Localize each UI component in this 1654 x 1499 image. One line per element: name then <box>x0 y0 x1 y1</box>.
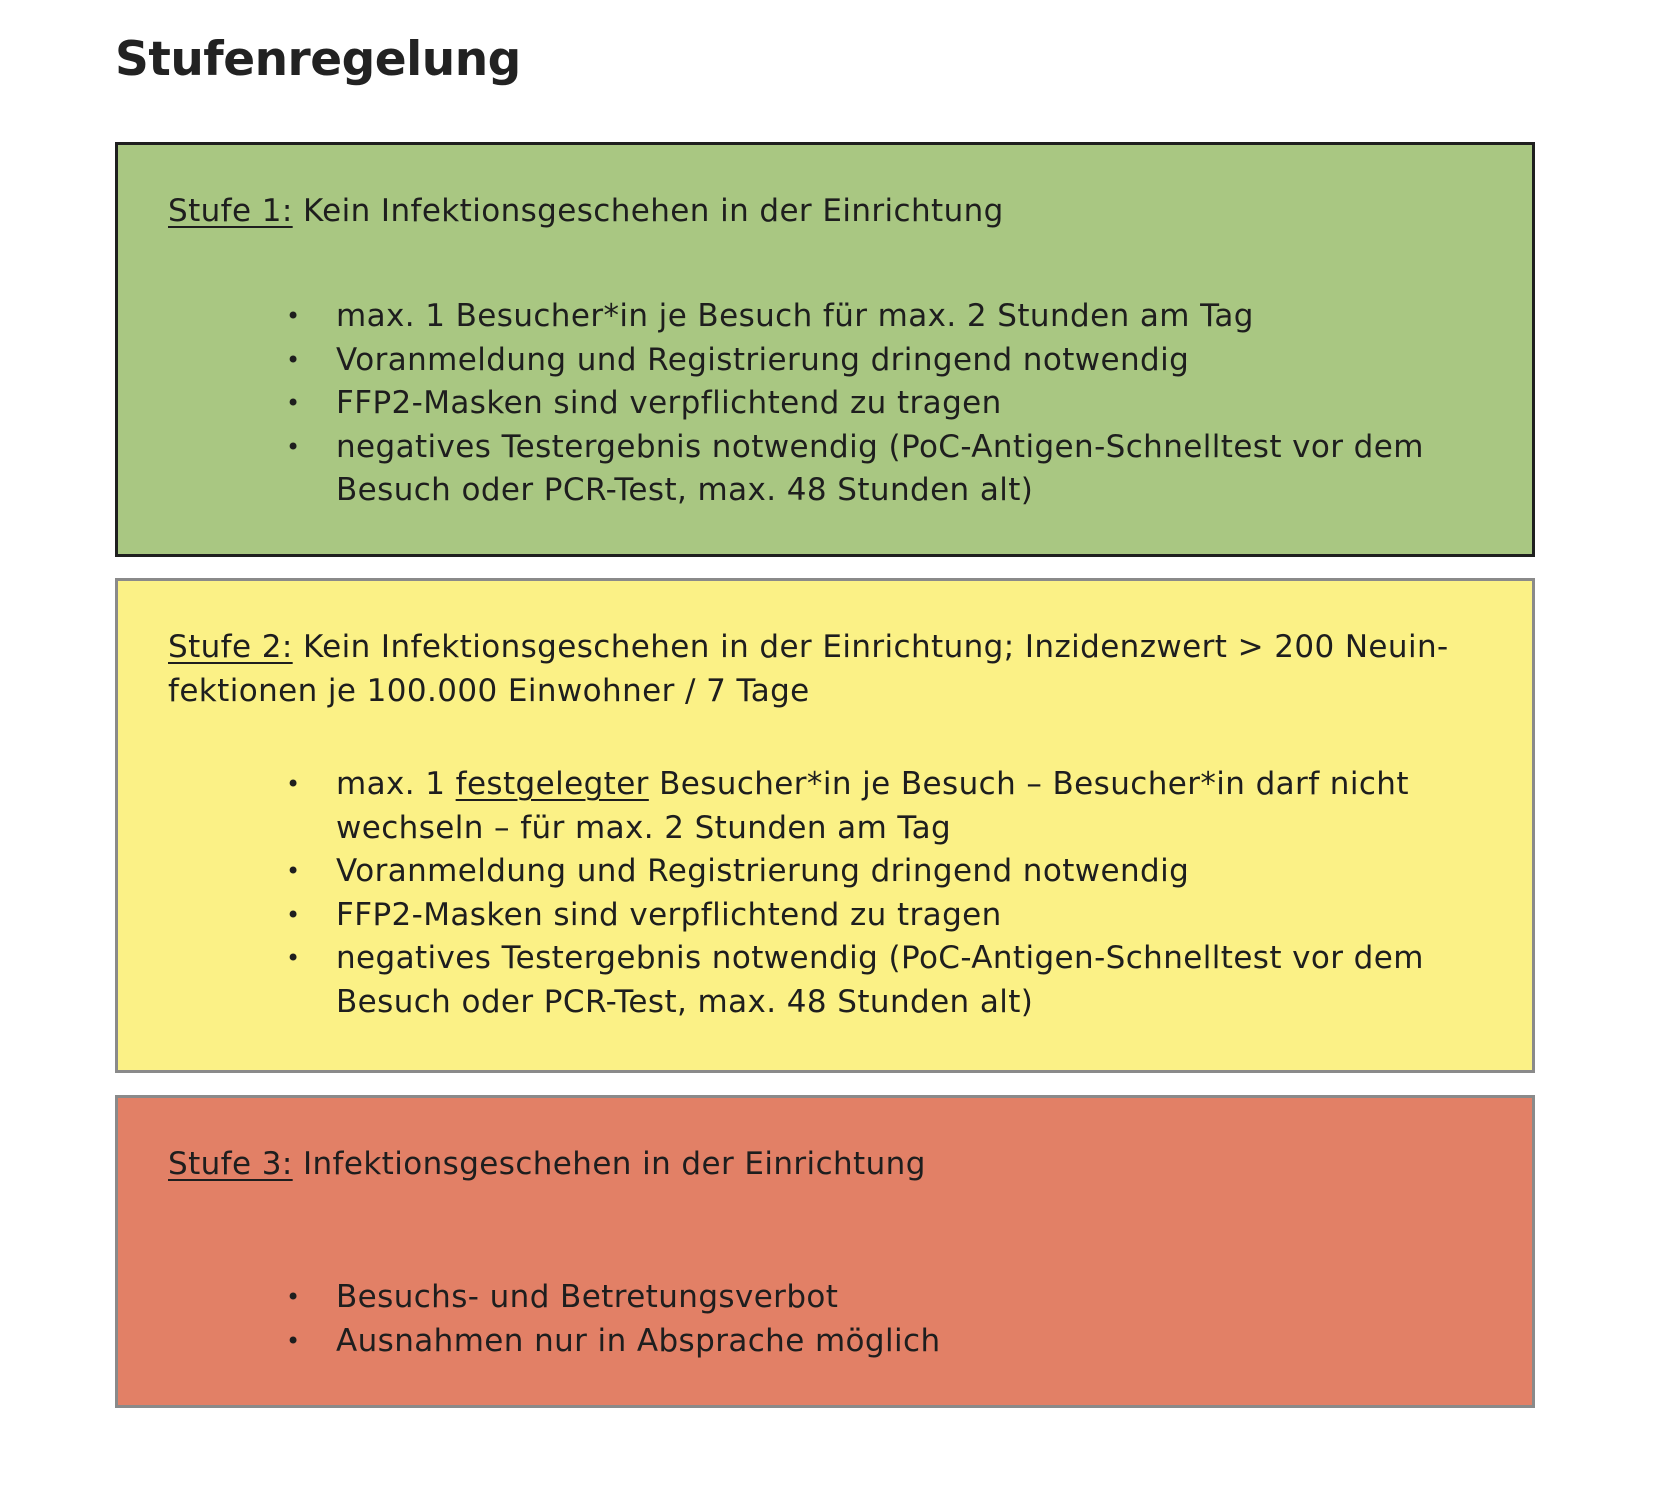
list-item-text: negatives Testergebnis notwendig (PoC-Antigen-Schnelltest vor dem Besuch oder PCR-Test, max. 48 Stunden alt) <box>336 940 1424 1020</box>
stage-2-box <box>115 578 1535 1073</box>
list-item <box>286 339 1482 383</box>
bullet-icon: • <box>286 770 301 798</box>
stage-3-rules-list <box>168 1276 1482 1363</box>
stage-3-box <box>115 1095 1535 1408</box>
list-item-text: Ausnahmen nur in Absprache möglich <box>336 1322 941 1359</box>
list-item-text: negatives Testergebnis notwendig (PoC-Antigen-Schnelltest vor dem Besuch oder PCR-Test, max. 48 Stunden alt) <box>336 428 1424 508</box>
list-item-text: max. 1 Besucher*in je Besuch für max. 2 Stunden am Tag <box>336 298 1254 334</box>
stage-1-heading <box>168 189 1482 233</box>
list-item <box>286 937 1482 1024</box>
stage-2-rules-list <box>168 763 1482 1024</box>
stage-3-label: Stufe 3: <box>168 1146 293 1182</box>
stage-1-box <box>115 142 1535 557</box>
list-item <box>286 426 1482 513</box>
list-item <box>286 1320 1482 1364</box>
list-item <box>286 295 1482 339</box>
stage-3-heading <box>168 1142 1482 1186</box>
list-item <box>286 1276 1482 1320</box>
bullet-icon: • <box>286 345 301 374</box>
bullet-icon: • <box>286 900 301 929</box>
bullet-icon: • <box>286 857 301 885</box>
stage-1-rules-list <box>168 295 1482 513</box>
list-item-text: Voranmeldung und Registrierung dringend notwendig <box>336 853 1190 889</box>
list-item <box>286 894 1482 938</box>
page-title: Stufenregelung <box>115 32 521 87</box>
stage-3-description: Infektionsgeschehen in der Einrichtung <box>302 1146 926 1182</box>
stage-1-description: Kein Infektionsgeschehen in der Einrichtung <box>302 193 1004 229</box>
bullet-icon: • <box>286 1326 301 1355</box>
list-item <box>286 763 1482 850</box>
list-item-text: FFP2-Masken sind verpflichtend zu tragen <box>336 896 1002 933</box>
stage-2-heading <box>168 625 1482 713</box>
bullet-icon: • <box>286 302 301 330</box>
stage-2-description: Kein Infektionsgeschehen in der Einrichtung; Inzidenzwert > 200 Neuin-fektionen je 100.000 Einwohner / 7 Tage <box>168 629 1449 709</box>
list-item-text: FFP2-Masken sind verpflichtend zu tragen <box>336 385 1002 421</box>
stage-2-label: Stufe 2: <box>168 629 293 665</box>
list-item <box>286 850 1482 894</box>
list-item-text-suffix: Besucher*in je Besuch – Besucher*in darf nicht wechseln – für max. 2 Stunden am Tag <box>336 766 1409 846</box>
stage-1-label: Stufe 1: <box>168 193 293 229</box>
bullet-icon: • <box>286 944 301 972</box>
bullet-icon: • <box>286 1283 301 1311</box>
list-item-text-prefix: max. 1 <box>336 766 456 802</box>
list-item-text: Voranmeldung und Registrierung dringend notwendig <box>336 341 1190 378</box>
list-item <box>286 382 1482 426</box>
bullet-icon: • <box>286 432 301 461</box>
list-item-emphasis: festgelegter <box>455 766 649 802</box>
list-item-text: Besuchs- und Betretungsverbot <box>336 1279 839 1315</box>
bullet-icon: • <box>286 389 301 417</box>
